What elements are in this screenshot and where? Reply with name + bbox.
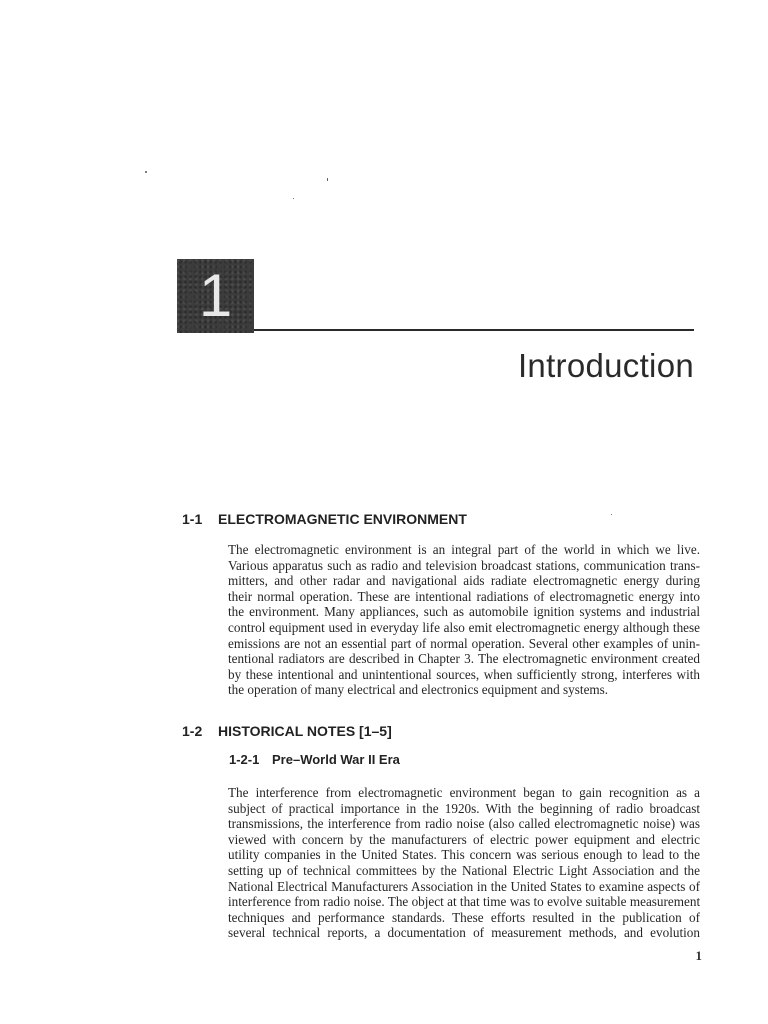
section-title: ELECTROMAGNETIC ENVIRONMENT <box>218 511 467 527</box>
paragraph-line: The interference from electromagnetic environment began to gain recognition as a <box>228 785 700 800</box>
subsection-heading-1-2-1 <box>229 752 400 767</box>
paragraph-line: by these intentional and unintentional sources, when sufficiently strong, interferes with <box>228 666 700 682</box>
paragraph-line: several technical reports, a documentation of measurement methods, and evolution <box>228 925 700 941</box>
paragraph-line: mitters, and other radar and navigational aids radiate electromagnetic energy during <box>228 573 700 589</box>
section-1-1-paragraph <box>228 542 700 698</box>
section-title: HISTORICAL NOTES [1–5] <box>218 723 392 739</box>
chapter-number: 1 <box>198 262 233 329</box>
chapter-title: Introduction <box>517 347 694 384</box>
paragraph-line: setting up of technical committees by the National Electric Light Association and the <box>228 862 700 878</box>
paragraph-line: their normal operation. These are intentional radiations of electromagnetic energy into <box>228 588 700 604</box>
section-number: 1-1 <box>182 511 203 527</box>
chapter-number-box <box>177 259 254 333</box>
chapter-rule <box>254 329 694 331</box>
paragraph-line: techniques and performance standards. These efforts resulted in the publication of <box>228 909 700 925</box>
scan-speck <box>327 178 328 181</box>
paragraph-line: subject of practical importance in the 1920s. With the beginning of radio broadcast <box>228 800 700 816</box>
section-1-2-1-paragraph <box>228 785 700 941</box>
scan-speck <box>293 198 294 199</box>
paragraph-line: the environment. Many appliances, such as automobile ignition systems and industrial <box>228 604 700 620</box>
paragraph-line: transmissions, the interference from radio noise (also called electromagnetic noise) was <box>228 816 700 832</box>
subsection-title: Pre–World War II Era <box>272 752 400 767</box>
paragraph-line: emissions are not an essential part of normal operation. Several other examples of unin- <box>228 635 700 651</box>
paragraph-line: tentional radiators are described in Chapter 3. The electromagnetic environment created <box>228 651 700 667</box>
section-heading-1-2 <box>182 723 392 739</box>
page-number: 1 <box>695 948 702 963</box>
paragraph-line: interference from radio noise. The object at that time was to evolve suitable measurement <box>228 894 701 910</box>
paragraph-line: The electromagnetic environment is an integral part of the world in which we live. <box>228 542 700 557</box>
paragraph-line: utility companies in the United States. This concern was serious enough to lead to the <box>228 847 700 863</box>
paragraph-line: viewed with concern by the manufacturers of electric power equipment and electric <box>228 831 700 847</box>
paragraph-line: the operation of many electrical and electronics equipment and systems. <box>228 682 609 698</box>
paragraph-line: National Electrical Manufacturers Association in the United States to examine aspects of <box>228 878 700 894</box>
section-number: 1-2 <box>182 723 203 739</box>
scan-speck <box>145 171 147 173</box>
subsection-number: 1-2-1 <box>229 752 260 767</box>
paragraph-line: control equipment used in everyday life also emit electromagnetic energy although these <box>228 619 700 635</box>
section-heading-1-1 <box>182 511 467 527</box>
paragraph-line: Various apparatus such as radio and television broadcast stations, communication trans- <box>228 557 700 573</box>
scan-speck <box>611 514 612 515</box>
